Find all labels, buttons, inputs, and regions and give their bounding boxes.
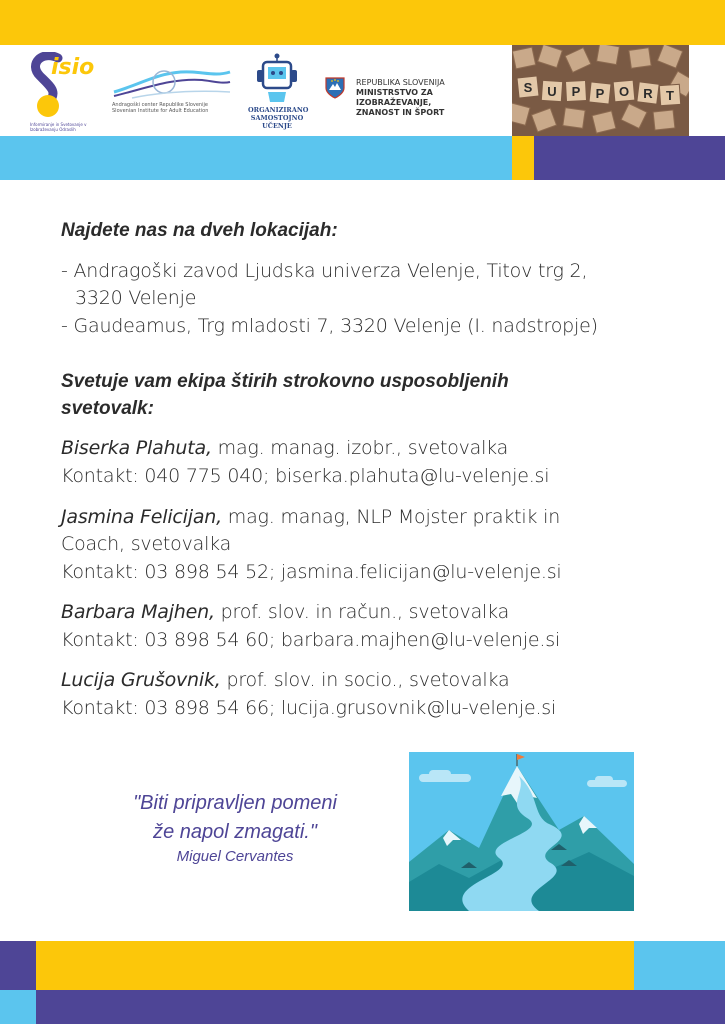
advisor-4-name: Lucija Grušovnik, bbox=[61, 669, 221, 691]
support-tile-p2: P bbox=[595, 86, 605, 101]
osu-robot-icon bbox=[248, 52, 306, 106]
support-tile-u: U bbox=[547, 84, 557, 99]
top-yellow-block bbox=[512, 136, 534, 180]
support-tiles-photo bbox=[512, 45, 689, 136]
support-tile-o: O bbox=[618, 84, 630, 99]
osu-line-3: UČENJE bbox=[262, 122, 292, 130]
quote-line-2: že napol zmagati." bbox=[153, 821, 317, 843]
quote-block bbox=[80, 789, 390, 867]
isio-subtitle: Informiranje in Svetovanje v Izobraževanju Odraslih bbox=[30, 122, 87, 132]
location-2: - Gaudeamus, Trg mladosti 7, 3320 Velenje (I. nadstropje) bbox=[61, 315, 598, 337]
acs-name-sl: Andragoški center Republike Slovenije bbox=[112, 102, 208, 108]
support-tile-p1: P bbox=[571, 84, 581, 99]
location-1-line-2: 3320 Velenje bbox=[75, 287, 197, 309]
support-tile-t: T bbox=[666, 88, 674, 103]
mountain-illustration bbox=[409, 752, 634, 911]
quote-author: Miguel Cervantes bbox=[176, 848, 294, 865]
advisor-3-title: prof. slov. in račun., svetovalka bbox=[214, 601, 510, 623]
advisor-1-title-line bbox=[61, 435, 508, 462]
advisor-3-name: Barbara Majhen, bbox=[61, 601, 215, 623]
bottom-yellow-band bbox=[36, 941, 634, 990]
locations-heading: Najdete nas na dveh lokacijah: bbox=[61, 220, 338, 241]
advisor-2-title: mag. manag, NLP Mojster praktik in bbox=[221, 506, 561, 528]
acs-wave-icon bbox=[112, 62, 232, 102]
advisors-heading-line-1: Svetuje vam ekipa štirih strokovno usposobljenih bbox=[61, 371, 509, 392]
top-yellow-band bbox=[0, 0, 725, 45]
osu-line-2: SAMOSTOJNO bbox=[250, 114, 304, 122]
isio-logo bbox=[28, 52, 100, 134]
bottom-cyan-block bbox=[634, 941, 725, 990]
quote-line-1: "Biti pripravljen pomeni bbox=[133, 792, 337, 814]
advisor-3-title-line bbox=[61, 599, 509, 626]
bottom-purple-block bbox=[0, 941, 36, 990]
slovenia-coat-of-arms-icon bbox=[324, 76, 346, 100]
ministry-line-3: ZNANOST IN ŠPORT bbox=[356, 108, 445, 117]
advisor-2-contact: Kontakt: 03 898 54 52; jasmina.felicijan@lu-velenje.si bbox=[61, 561, 562, 583]
advisor-4-title: prof. slov. in socio., svetovalka bbox=[220, 669, 510, 691]
advisor-2-name: Jasmina Felicijan, bbox=[61, 506, 222, 528]
advisors-heading-line-2: svetovalk: bbox=[61, 398, 154, 419]
advisor-3-contact: Kontakt: 03 898 54 60; barbara.majhen@lu-velenje.si bbox=[61, 629, 561, 651]
advisor-2-title-cont: Coach, svetovalka bbox=[61, 533, 232, 555]
advisor-4-title-line bbox=[61, 667, 509, 694]
osu-line-1: ORGANIZIRANO bbox=[248, 106, 309, 114]
osu-logo bbox=[248, 52, 309, 136]
support-tile-s: S bbox=[523, 80, 533, 95]
advisor-1-contact: Kontakt: 040 775 040; biserka.plahuta@lu-velenje.si bbox=[61, 465, 550, 487]
location-1-line-1: - Andragoški zavod Ljudska univerza Velenje, Titov trg 2, bbox=[61, 260, 588, 282]
bottom-purple-band bbox=[36, 990, 725, 1024]
isio-word: isio bbox=[51, 55, 95, 80]
advisor-4-contact: Kontakt: 03 898 54 66; lucija.grusovnik@lu-velenje.si bbox=[61, 697, 557, 719]
acs-name-en: Slovenian Institute for Adult Education bbox=[112, 108, 209, 114]
support-tiles-image bbox=[512, 45, 689, 136]
ministry-logo bbox=[324, 74, 504, 117]
support-tile-r: R bbox=[643, 86, 653, 101]
bottom-cyan-corner bbox=[0, 990, 36, 1024]
advisor-1-name: Biserka Plahuta, bbox=[61, 437, 212, 459]
acs-logo bbox=[112, 62, 232, 122]
ministry-line-2: MINISTRSTVO ZA IZOBRAŽEVANJE, bbox=[356, 88, 433, 107]
top-cyan-band bbox=[0, 136, 512, 180]
advisor-2-title-line bbox=[61, 504, 560, 531]
ministry-line-1: REPUBLIKA SLOVENIJA bbox=[356, 78, 445, 87]
advisor-1-title: mag. manag. izobr., svetovalka bbox=[211, 437, 509, 459]
top-purple-band bbox=[534, 136, 725, 180]
